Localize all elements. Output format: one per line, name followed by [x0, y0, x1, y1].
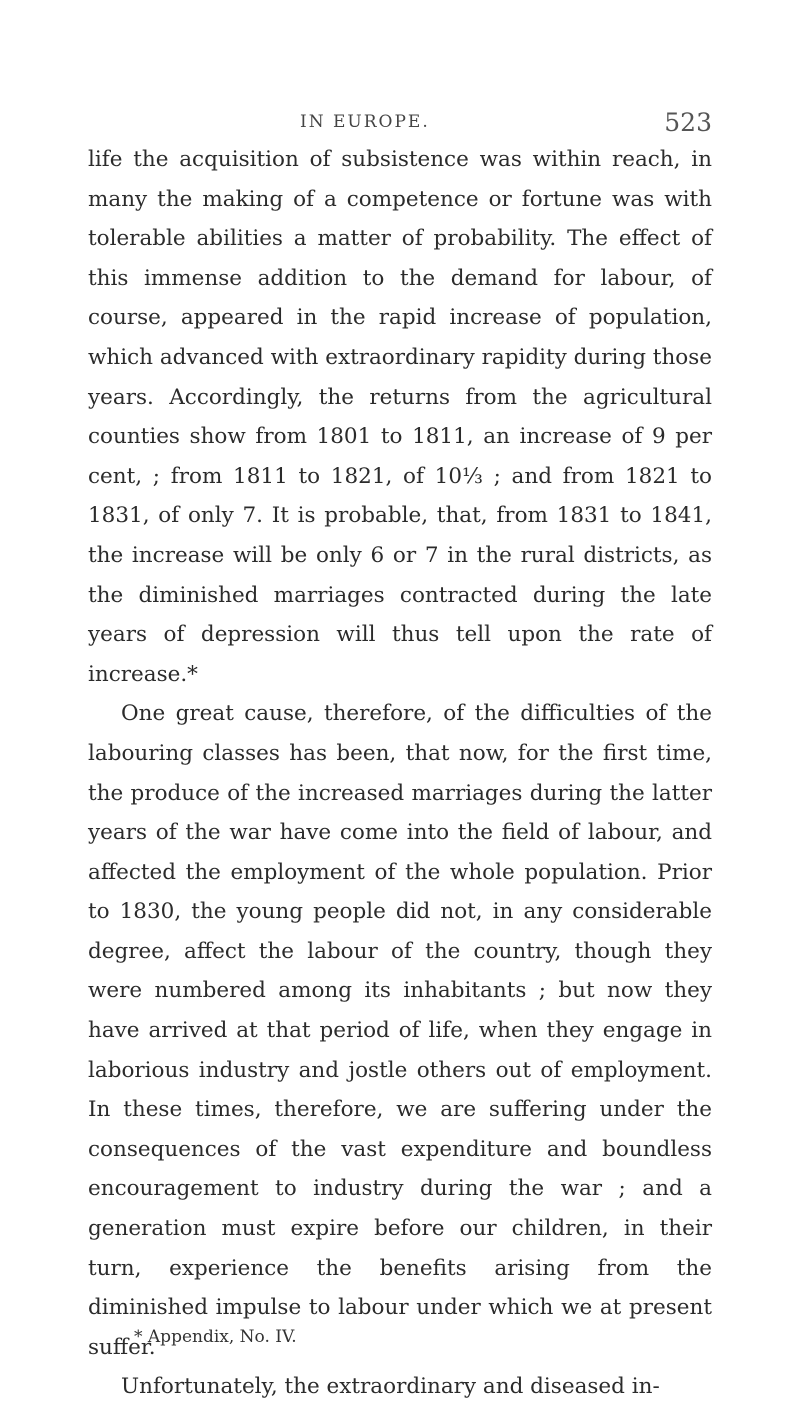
paragraph: Unfortunately, the extraordinary and diseased in- [121, 1374, 660, 1400]
running-head: IN EUROPE. [300, 112, 430, 132]
paragraph: life the acquisition of subsistence was within reach, in many the making of a competence or fortune was with tolerable abilities a matter of probability. The effect of this immense addition to the demand for labour, of course, appeared in the rapid increase of population, which advanced with extraordinary rapidity during those years. Accordingly, the returns from the agricultural counties show from 1801 to 1811, an increase of 9 per cent, ; from 1811 to 1821, of 10⅓ ; and from 1821 to 1831, of only 7. It is probable, that, from 1831 to 1841, the increase will be only 6 or 7 in the rural districts, as the diminished marriages contracted during the late years of depression will thus tell upon the rate of increase.* [88, 147, 712, 687]
paragraph: One great cause, therefore, of the difficulties of the labouring classes has been, that now, for the first time, the produce of the increased marriages during the latter years of the war have come into the field of labour, and affected the employment of the whole population. Prior to 1830, the young people did not, in any considerable degree, affect the labour of the country, though they were numbered among its inhabitants ; but now they have arrived at that period of life, when they engage in laborious industry and jostle others out of employment. In these times, therefore, we are suffering under the consequences of the vast expenditure and boundless encouragement to industry during the war ; and a generation must expire before our children, in their turn, experience the benefits arising from the diminished impulse to labour under which we at present suffer. [88, 701, 712, 1360]
footnote: * Appendix, No. IV. [134, 1327, 297, 1347]
page-number: 523 [664, 108, 712, 137]
body-text [88, 140, 712, 1407]
